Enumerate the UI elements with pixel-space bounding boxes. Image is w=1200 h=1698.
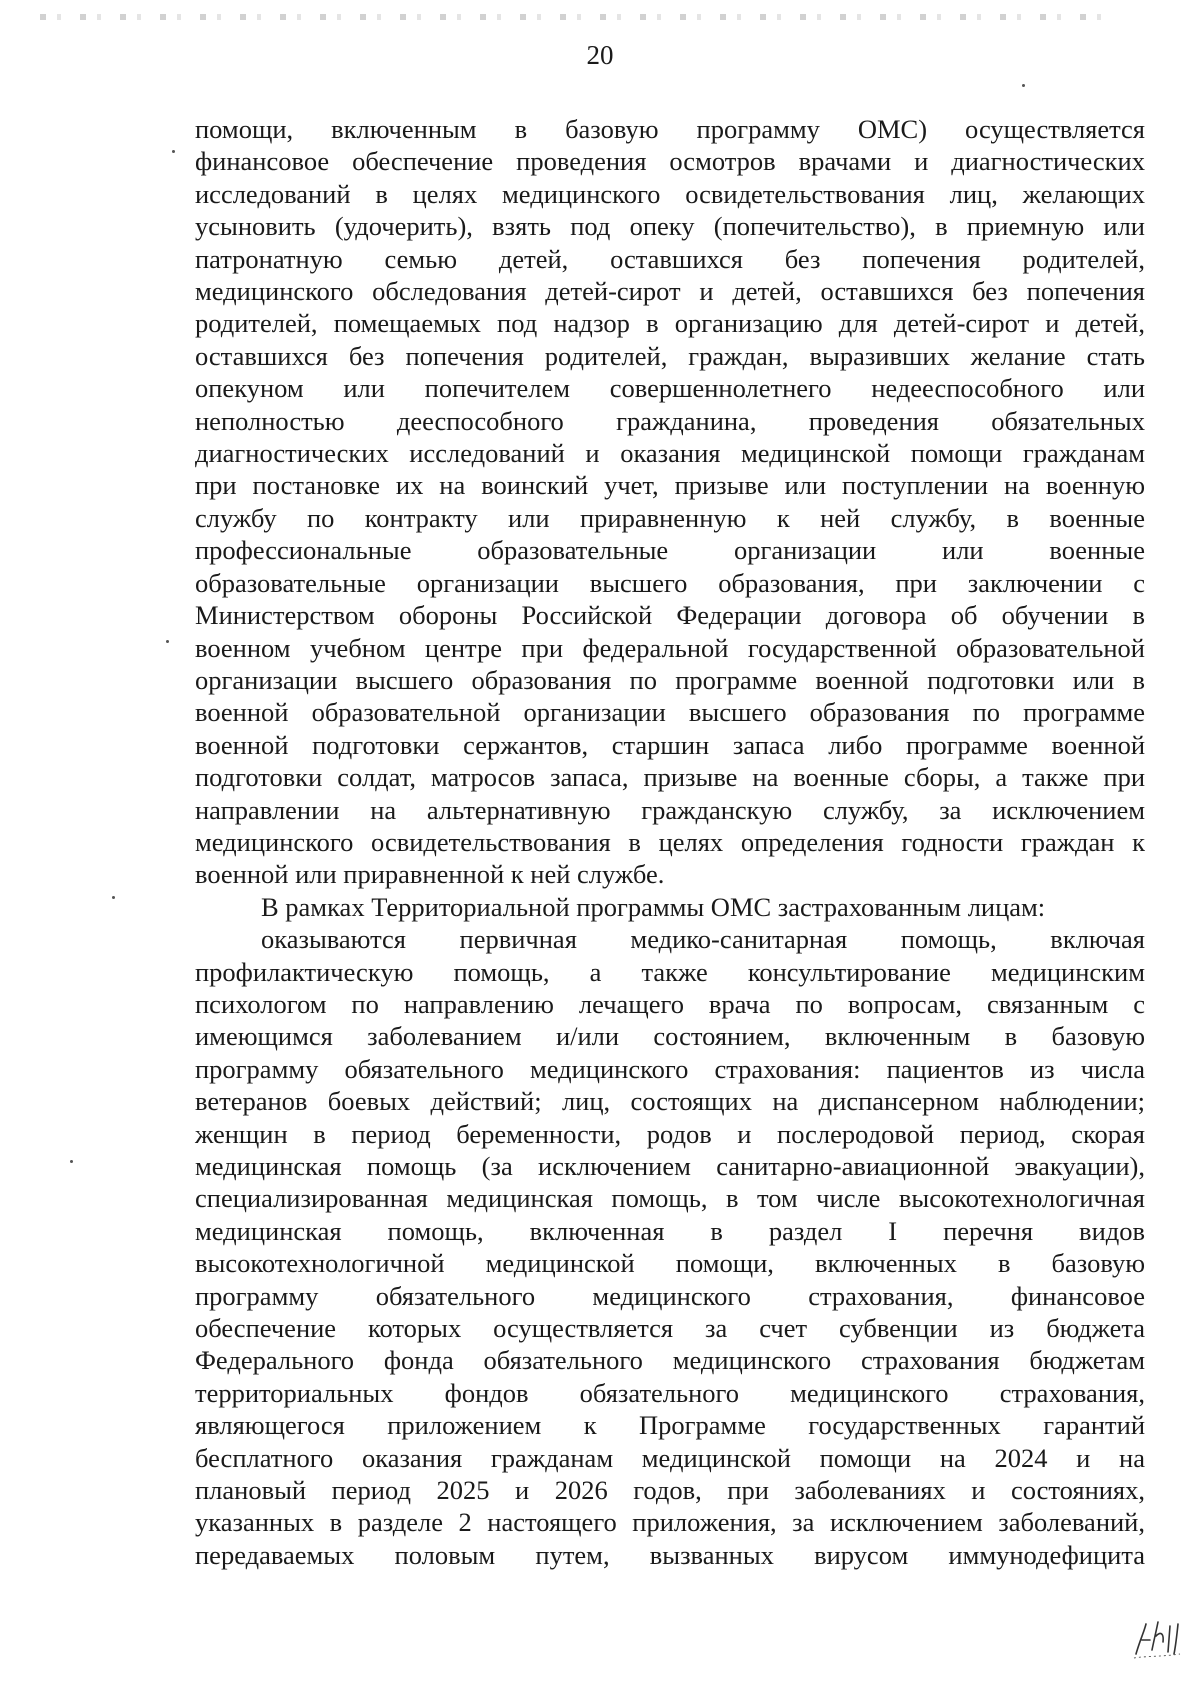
- text-line: медицинского освидетельствования в целях определения годности граждан к: [195, 826, 1145, 857]
- text-line: образовательные организации высшего образования, при заключении с: [195, 567, 1145, 598]
- text-line: высокотехнологичной медицинской помощи, включенных в базовую: [195, 1248, 1145, 1279]
- text-line: медицинская помощь (за исключением санитарно-авиационной эвакуации),: [195, 1151, 1145, 1181]
- scan-speck: [1022, 84, 1025, 87]
- text-line: ветеранов боевых действий; лиц, состоящих на диспансерном наблюдении;: [195, 1086, 1145, 1117]
- paragraph: [195, 113, 1145, 891]
- text-line: являющегося приложением к Программе государственных гарантий: [195, 1410, 1145, 1441]
- text-line: территориальных фондов обязательного медицинского страхования,: [195, 1377, 1145, 1408]
- text-line: военной образовательной организации высшего образования по программе: [195, 697, 1145, 728]
- text-line: программу обязательного медицинского страхования: пациентов из числа: [195, 1053, 1145, 1084]
- text-line: оказываются первичная медико-санитарная помощь, включая: [261, 924, 1145, 955]
- text-line: медицинского обследования детей-сирот и детей, оставшихся без попечения: [195, 276, 1145, 307]
- text-line: службу по контракту или приравненную к ней службу, в военные: [195, 502, 1145, 533]
- scan-speck: [70, 1160, 73, 1163]
- text-line: усыновить (удочерить), взять под опеку (попечительство), в приемную или: [195, 211, 1145, 242]
- page-number: 20: [586, 40, 614, 70]
- text-line: направлении на альтернативную гражданскую службу, за исключением: [195, 794, 1145, 825]
- text-line: В рамках Территориальной программы ОМС застрахованным лицам:: [261, 891, 1046, 922]
- text-line: женщин в период беременности, родов и послеродовой период, скорая: [195, 1118, 1145, 1149]
- text-line: Федерального фонда обязательного медицинского страхования бюджетам: [195, 1345, 1145, 1376]
- text-line: исследований в целях медицинского освидетельствования лиц, желающих: [195, 178, 1145, 209]
- text-line: диагностических исследований и оказания медицинской помощи гражданам: [195, 438, 1145, 469]
- text-line: медицинская помощь, включенная в раздел I перечня видов: [195, 1215, 1145, 1246]
- scan-noise-strip: [40, 14, 1120, 20]
- text-line: военной или приравненной к ней службе.: [195, 859, 665, 890]
- text-line: профессиональные образовательные организации или военные: [195, 535, 1145, 566]
- text-line: бесплатного оказания гражданам медицинской помощи на 2024 и на: [195, 1442, 1145, 1473]
- scan-speck: [166, 640, 169, 643]
- text-line: опекуном или попечителем совершеннолетнего недееспособного или: [195, 373, 1145, 404]
- text-line: помощи, включенным в базовую программу ОМС) осуществляется: [195, 114, 1145, 144]
- text-line: военной подготовки сержантов, старшин запаса либо программе военной: [195, 729, 1145, 760]
- text-line: плановый период 2025 и 2026 годов, при заболеваниях и состояниях,: [195, 1475, 1145, 1506]
- text-line: передаваемых половым путем, вызванных вирусом иммунодефицита: [195, 1539, 1145, 1570]
- text-line: специализированная медицинская помощь, в том числе высокотехнологичная: [195, 1183, 1145, 1214]
- handwritten-initials-mark: [1130, 1610, 1182, 1662]
- text-line: имеющимся заболеванием и/или состоянием, включенным в базовую: [195, 1021, 1145, 1052]
- text-line: при постановке их на воинский учет, призыве или поступлении на военную: [195, 470, 1145, 501]
- text-line: неполностью дееспособного гражданина, проведения обязательных: [195, 405, 1145, 436]
- scan-speck: [112, 896, 115, 899]
- text-line: обеспечение которых осуществляется за счет субвенции из бюджета: [195, 1313, 1145, 1344]
- text-line: организации высшего образования по программе военной подготовки или в: [195, 664, 1145, 695]
- text-line: патронатную семью детей, оставшихся без попечения родителей,: [195, 243, 1145, 274]
- text-line: указанных в разделе 2 настоящего приложения, за исключением заболеваний,: [195, 1507, 1145, 1538]
- text-line: военном учебном центре при федеральной государственной образовательной: [195, 632, 1145, 663]
- text-line: профилактическую помощь, а также консультирование медицинским: [195, 956, 1145, 987]
- text-line: родителей, помещаемых под надзор в организацию для детей-сирот и детей,: [195, 308, 1145, 339]
- paragraph: [195, 923, 1145, 1571]
- document-body: [195, 113, 1145, 1571]
- text-line: финансовое обеспечение проведения осмотров врачами и диагностических: [195, 146, 1145, 177]
- text-line: программу обязательного медицинского страхования, финансовое: [195, 1280, 1145, 1311]
- paragraph: [195, 891, 1145, 923]
- text-line: подготовки солдат, матросов запаса, призыве на военные сборы, а также при: [195, 762, 1145, 793]
- scan-speck: [172, 150, 175, 153]
- text-line: психологом по направлению лечащего врача по вопросам, связанным с: [195, 988, 1145, 1019]
- text-line: Министерством обороны Российской Федерации договора об обучении в: [195, 600, 1145, 631]
- text-line: оставшихся без попечения родителей, граждан, выразивших желание стать: [195, 340, 1145, 371]
